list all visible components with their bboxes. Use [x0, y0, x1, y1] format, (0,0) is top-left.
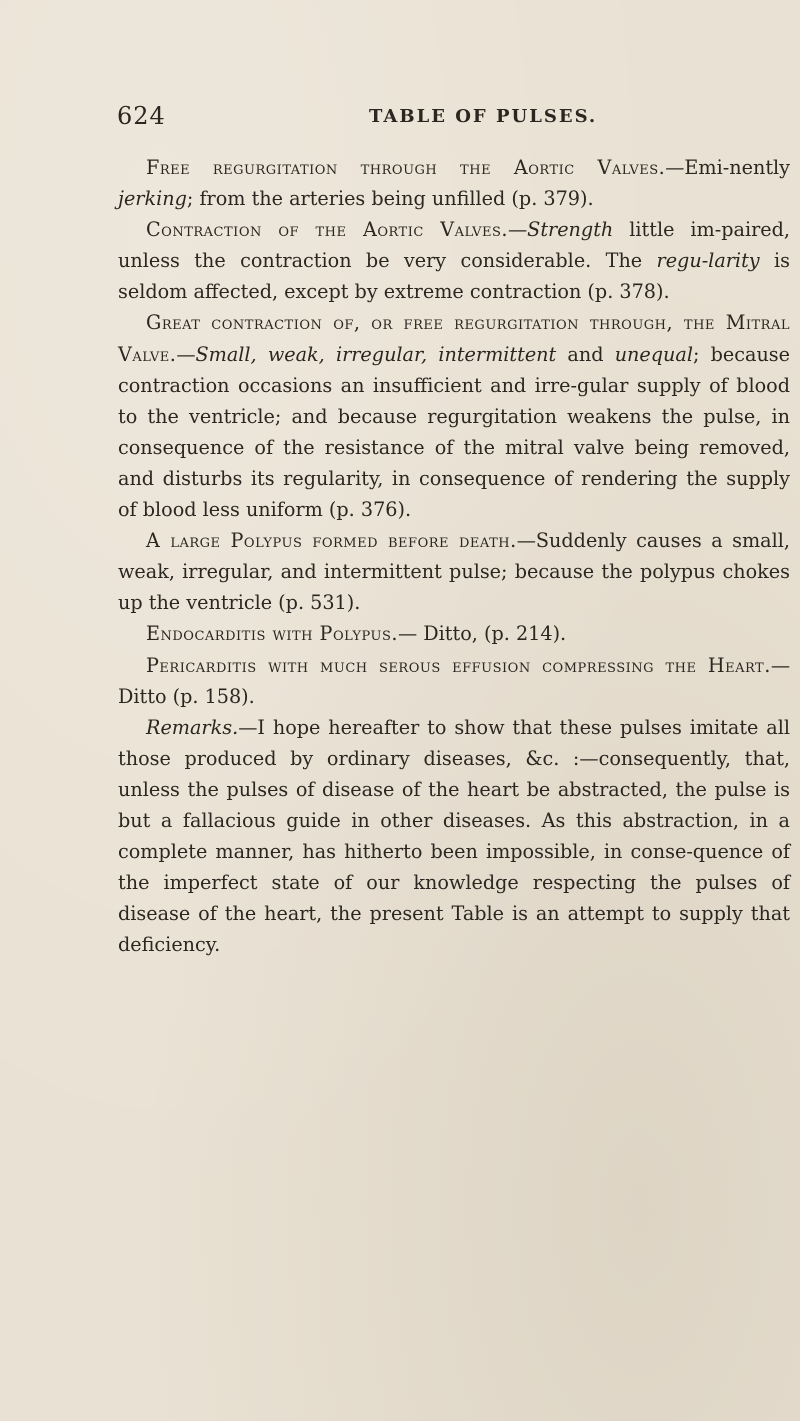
entry-endocarditis: [118, 618, 790, 649]
remarks-text: I hope hereafter to show that these pulses imitate all those produced by ordinary diseases, &c. :—consequently, that, unless the pulses of disease of the heart be abstracted, the pulse is but a fallacious guide in other diseases. As this abstraction, in a complete manner, has hitherto been impossible, in conse-quence of the imperfect state of our knowledge respecting the pulses of disease of the heart, the present Table is an attempt to supply that deficiency.: [118, 715, 790, 957]
entry-italic-2: regu-larity: [656, 249, 760, 273]
entry-heading: A large Polypus formed before death.: [146, 529, 517, 553]
entry-large-polypus: [118, 525, 790, 618]
entry-dash: —: [507, 218, 528, 242]
body-text: [118, 152, 790, 960]
entry-heading: Endocarditis with Polypus.: [146, 622, 398, 646]
entry-aortic-contraction: [118, 214, 790, 307]
entry-italic-2: unequal: [614, 342, 693, 366]
entry-text: Ditto, (p. 214).: [417, 622, 567, 646]
entry-dash: —: [770, 653, 790, 677]
entry-text: Ditto (p. 158).: [118, 684, 255, 708]
remarks-paragraph: [118, 712, 790, 961]
entry-dash: —: [398, 622, 418, 646]
remarks-dash: —: [238, 715, 258, 739]
entry-text-2: ; from the arteries being unfilled (p. 379).: [186, 187, 594, 211]
entry-text: little im-paired, unless the contraction be very considerable. The: [118, 218, 790, 273]
entry-mitral-valve: [118, 307, 790, 525]
entry-text: and: [556, 342, 615, 366]
entry-italic-2: jerking: [118, 187, 187, 211]
entry-heading: Great contraction of, or free regurgitation through, the Mitral Valve.: [118, 311, 790, 366]
entry-heading: Pericarditis with much serous effusion compressing the Heart.: [146, 653, 771, 677]
entry-text-2: ; because contraction occasions an insufficient and irre-gular supply of blood to the ventricle; and because regurgitation weakens the pulse, in consequence of the resistance of the mitral valve being removed, and disturbs its regularity, in consequence of rendering the supply of blood less uniform (p. 376).: [118, 342, 791, 522]
entry-dash: —: [176, 342, 196, 366]
entry-italic: Strength: [527, 218, 614, 242]
entry-dash: —: [516, 529, 536, 553]
running-title: TABLE OF PULSES.: [369, 106, 598, 127]
entry-text-2: is seldom affected, except by extreme contraction (p. 378).: [118, 249, 790, 304]
running-head: [117, 102, 677, 138]
entry-dash: —: [665, 156, 685, 179]
entry-aortic-regurgitation: [118, 152, 790, 214]
entry-heading: Free regurgitation through the Aortic Valves.: [146, 156, 666, 179]
entry-text: Emi-nently: [684, 156, 790, 179]
remarks-label: Remarks.: [146, 715, 239, 739]
page-number: 624: [117, 102, 166, 130]
entry-pericarditis: [118, 650, 790, 712]
entry-italic: Small, weak, irregular, intermittent: [195, 342, 557, 366]
entry-text: Suddenly causes a small, weak, irregular, and intermittent pulse; because the polypus chokes up the ventricle (p. 531).: [118, 529, 790, 615]
entry-heading: Contraction of the Aortic Valves.: [146, 218, 508, 242]
